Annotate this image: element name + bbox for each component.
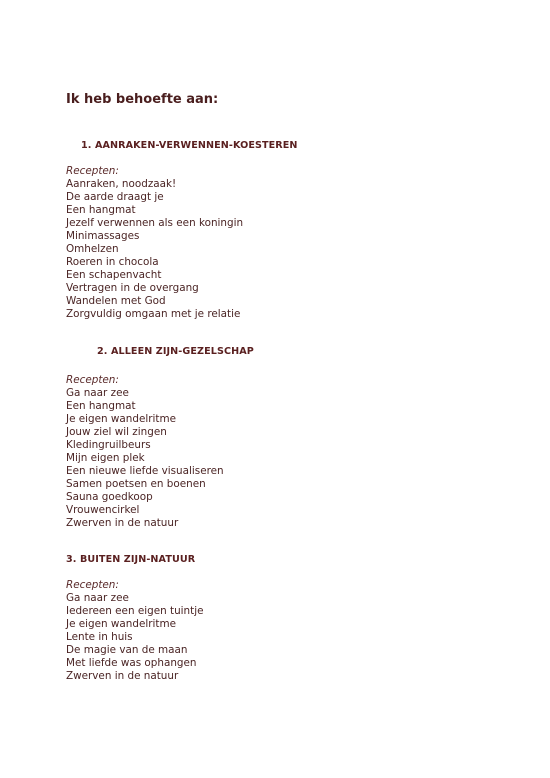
section-heading: 1. AANRAKEN-VERWENNEN-KOESTEREN	[81, 140, 298, 151]
list-item: Zorgvuldig omgaan met je relatie	[66, 308, 241, 320]
list-item: Iedereen een eigen tuintje	[66, 605, 204, 617]
list-item: Je eigen wandelritme	[66, 618, 176, 630]
list-item: Roeren in chocola	[66, 256, 159, 268]
section-heading: 3. BUITEN ZIJN-NATUUR	[66, 554, 196, 565]
recepten-label: Recepten:	[66, 374, 119, 386]
list-item: Wandelen met God	[66, 295, 166, 307]
list-item: Jezelf verwennen als een koningin	[66, 217, 244, 229]
list-item: Zwerven in de natuur	[66, 517, 179, 529]
list-item: Een nieuwe liefde visualiseren	[66, 465, 224, 477]
list-item: Je eigen wandelritme	[66, 413, 176, 425]
list-item: Een schapenvacht	[66, 269, 162, 281]
list-item: Mijn eigen plek	[66, 452, 145, 464]
list-item: Jouw ziel wil zingen	[66, 426, 167, 438]
list-item: Vrouwencirkel	[66, 504, 140, 516]
recipe-list	[66, 178, 298, 321]
section-alleen-zijn	[66, 345, 254, 530]
list-item: Lente in huis	[66, 631, 133, 643]
list-item: Met liefde was ophangen	[66, 657, 197, 669]
list-item: De magie van de maan	[66, 644, 188, 656]
recipe-list	[66, 592, 203, 683]
list-item: Ga naar zee	[66, 592, 129, 604]
list-item: Zwerven in de natuur	[66, 670, 179, 682]
page-title: Ik heb behoefte aan:	[66, 92, 219, 107]
recepten-label: Recepten:	[66, 579, 119, 591]
list-item: Ga naar zee	[66, 387, 129, 399]
list-item: Sauna goedkoop	[66, 491, 153, 503]
list-item: De aarde draagt je	[66, 191, 164, 203]
section-heading: 2. ALLEEN ZIJN-GEZELSCHAP	[97, 346, 254, 357]
section-aanraken	[66, 139, 298, 321]
list-item: Vertragen in de overgang	[66, 282, 199, 294]
list-item: Aanraken, noodzaak!	[66, 178, 177, 190]
recipe-list	[66, 387, 254, 530]
list-item: Kledingruilbeurs	[66, 439, 151, 451]
recepten-label: Recepten:	[66, 165, 119, 177]
list-item: Een hangmat	[66, 204, 136, 216]
list-item: Een hangmat	[66, 400, 136, 412]
section-buiten-zijn	[66, 553, 203, 683]
list-item: Minimassages	[66, 230, 140, 242]
list-item: Omhelzen	[66, 243, 119, 255]
list-item: Samen poetsen en boenen	[66, 478, 206, 490]
